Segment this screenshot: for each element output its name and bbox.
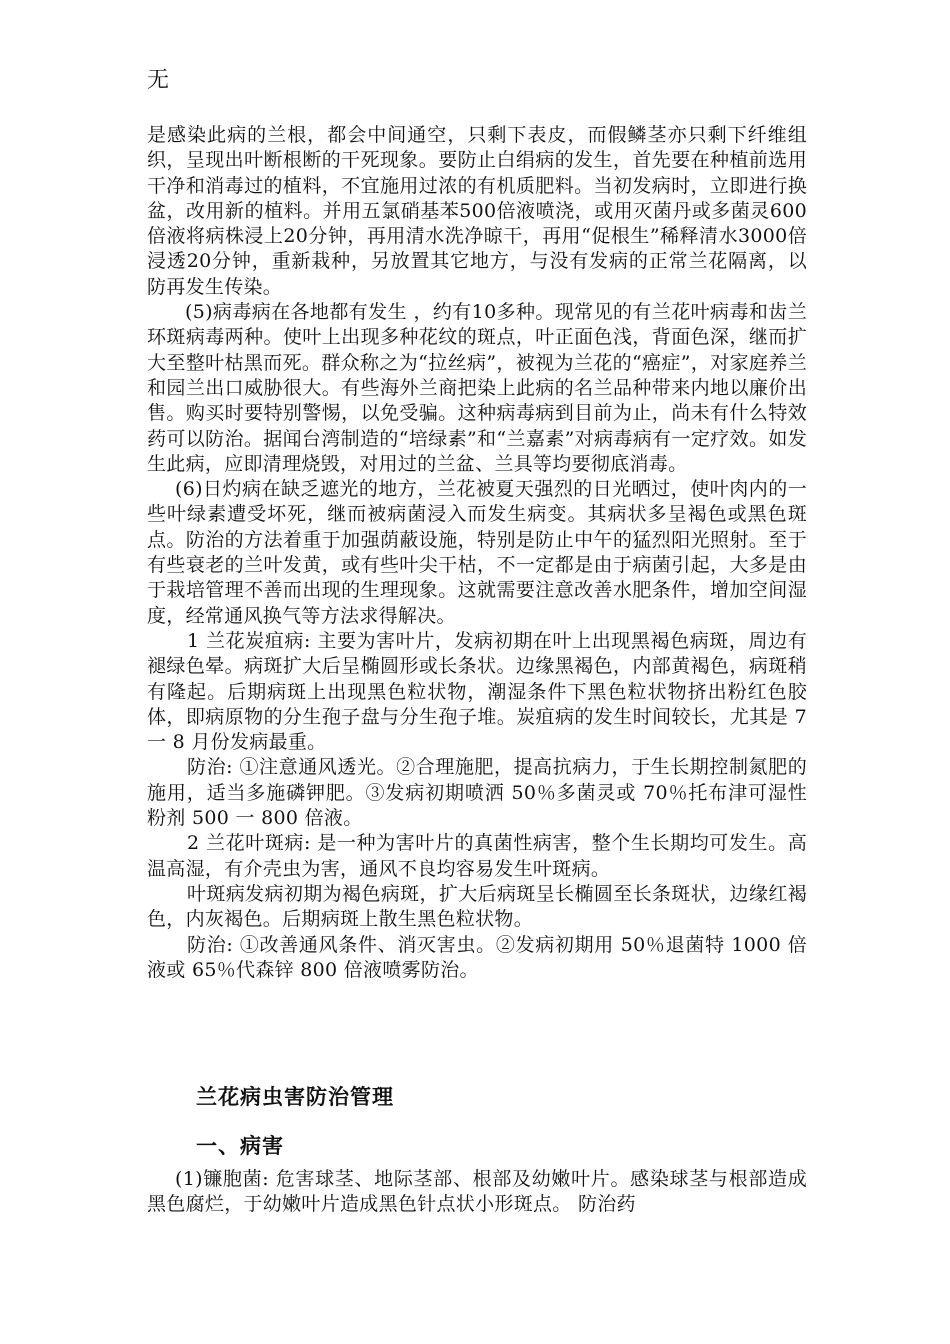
paragraph-anthracnose-control: 防治: ①注意通风透光。②合理施肥，提高抗病力，于生长期控制氮肥的施用，适当多施磷钾肥。③发病初期喷洒 50％多菌灵或 70％托布津可湿性粉剂 500 一 800 倍液。 — [147, 756, 807, 830]
paragraph-virus-disease: (5)病毒病在各地都有发生 ，约有10多种。现常见的有兰花叶病毒和齿兰环斑病毒两种。使叶上出现多种花纹的斑点，叶正面色浅，背面色深，继而扩大至整叶枯黑而死。群众称之为“拉丝病”，被视为兰花的“癌症”，对家庭养兰和园兰出口威胁很大。有些海外兰商把染上此病的名兰品种带来内地以廉价出售。购买时要特别警惕，以免受骗。这种病毒病到目前为止，尚未有什么特效药可以防治。据闻台湾制造的“培绿素”和“兰嘉素”对病毒病有一定疗效。如发生此病，应即清理烧毁，对用过的兰盆、兰具等均要彻底消毒。 — [147, 301, 807, 475]
paragraph-fusarium: (1)镰胞菌: 危害球茎、地际茎部、根部及幼嫩叶片。感染球茎与根部造成黑色腐烂，于幼嫩叶片造成黑色针点状小形斑点。 防治药 — [147, 1168, 807, 1216]
paragraph-leaf-spot: 2 兰花叶斑病: 是一种为害叶片的真菌性病害，整个生长期均可发生。高温高湿，有介壳虫为害，通风不良均容易发生叶斑病。 — [147, 832, 807, 880]
subsection-title: 一、病害 — [196, 1134, 284, 1158]
paragraph-leaf-spot-control: 防治: ①改善通风条件、消灭害虫。②发病初期用 50％退菌特 1000 倍液或 65％代森锌 800 倍液喷雾防治。 — [147, 933, 807, 981]
body-text — [147, 123, 807, 983]
paragraph-anthracnose: 1 兰花炭疽病: 主要为害叶片，发病初期在叶上出现黑褐色病斑，周边有褪绿色晕。病斑扩大后呈椭圆形或长条状。边缘黑褐色，内部黄褐色，病斑稍有隆起。后期病斑上出现黑色粒状物，潮湿条件下黑色粒状物挤出粉红色胶体，即病原物的分生孢子盘与分生孢子堆。炭疽病的发生时间较长，尤其是 7 一 8 月份发病最重。 — [147, 629, 807, 754]
section-title: 兰花病虫害防治管理 — [196, 1085, 394, 1109]
paragraph-leaf-spot-symptoms: 叶斑病发病初期为褐色病斑，扩大后病斑呈长椭圆至长条斑状，边缘红褐色，内灰褐色。后期病斑上散生黑色粒状物。 — [147, 882, 807, 931]
page-header-label: 无 — [147, 68, 170, 93]
tail-text — [147, 1167, 807, 1218]
paragraph-sunburn-disease: (6)日灼病在缺乏遮光的地方，兰花被夏天强烈的日光晒过，使叶肉内的一些叶绿素遭受坏死，继而被病菌浸入而发生病变。其病状多呈褐色或黑色斑点。防治的方法着重于加强荫蔽设施，特别是防止中午的猛烈阳光照射。至于有些衰老的兰叶发黄，或有些叶尖干枯，不一定都是由于病菌引起，大多是由于栽培管理不善而出现的生理现象。这就需要注意改善水肥条件，增加空间湿度，经常通风换气等方法求得解决。 — [147, 478, 807, 627]
paragraph-white-silk-disease: 是感染此病的兰根，都会中间通空，只剩下表皮，而假鳞茎亦只剩下纤维组织，呈现出叶断根断的干死现象。要防止白绢病的发生，首先要在种植前选用干净和消毒过的植料，不宜施用过浓的有机质肥料。当初发病时，立即进行换盆，改用新的植料。并用五氯硝基苯500倍液喷浇，或用灭菌丹或多菌灵600倍液将病株浸上20分钟，再用清水洗净晾干，再用“促根生”稀释清水3000倍浸透20分钟，重新栽种，另放置其它地方，与没有发病的正常兰花隔离，以防再发生传染。 — [147, 124, 807, 298]
